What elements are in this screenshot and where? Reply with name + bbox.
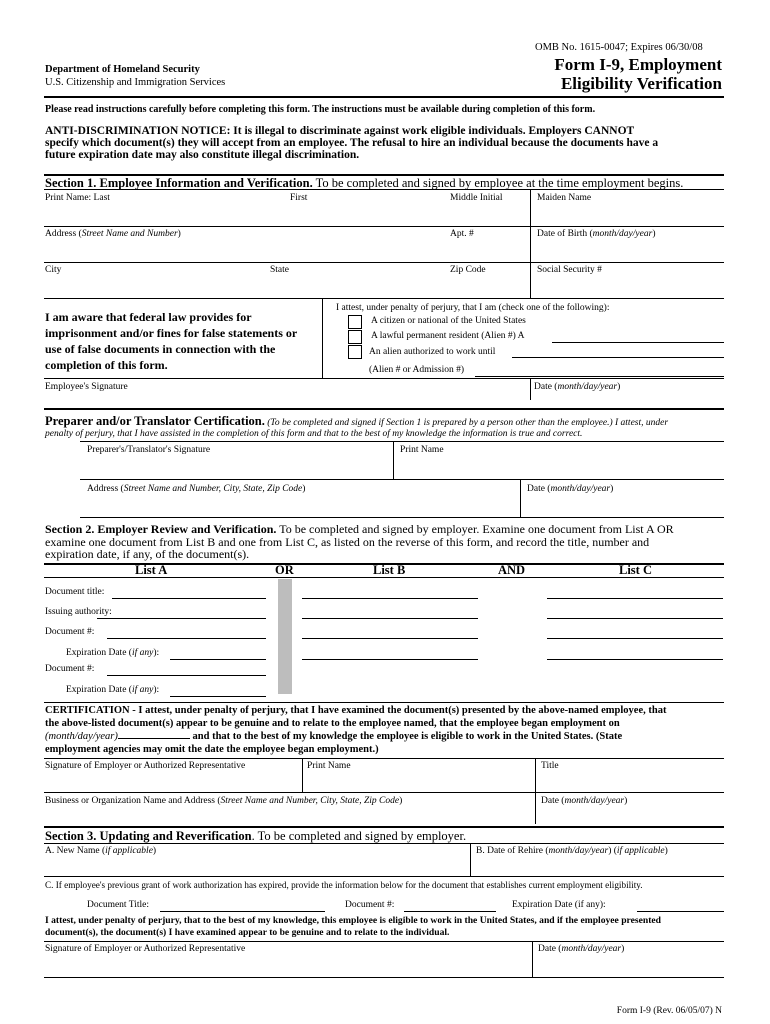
list-a-expiration-2-field[interactable] (170, 696, 266, 697)
document-number-label: Document #: (45, 627, 95, 637)
list-a-document-number-2-field[interactable] (107, 675, 266, 676)
new-name-row-rule (44, 876, 724, 877)
expiration-date-2-label (66, 685, 159, 695)
cert-line3a: (month/day/year) (45, 731, 118, 742)
rehire-date-label (476, 846, 668, 856)
business-address-input[interactable] (45, 808, 532, 823)
list-header-bottom-rule (44, 577, 724, 578)
employee-date-divider (530, 378, 531, 400)
section3-heading-rule (44, 843, 724, 844)
section3-title: Section 3. Updating and Reverification (45, 829, 252, 843)
list-a-document-title-field[interactable] (112, 598, 266, 599)
alien-admission-label: (Alien # or Admission #) (369, 365, 464, 375)
preparer-signature-label: Preparer's/Translator's Signature (87, 445, 211, 455)
reverification-attestation (45, 915, 661, 939)
reverify-date-italic: month/day/year (561, 944, 622, 954)
list-c-issuing-authority-field[interactable] (547, 618, 723, 619)
new-name-input[interactable] (45, 858, 467, 874)
cert-line1: CERTIFICATION - I attest, under penalty of perjury, that I have examined the document(s) presented by the above-named employee, that (45, 705, 667, 716)
employer-date-text: Date ( (541, 796, 565, 806)
rehire-italic: month/day/year (548, 846, 609, 856)
section3-top-rule (44, 826, 724, 828)
address-label-close: ) (177, 229, 181, 239)
preparer-row-rule (80, 479, 724, 480)
warning-line1: I am aware that federal law provides for (45, 310, 252, 324)
maiden-name-label: Maiden Name (537, 193, 592, 203)
warning-line4: completion of this form. (45, 358, 168, 372)
expiration2-text: Expiration Date ( (66, 685, 132, 695)
notice-line3: future expiration date may also constitute illegal discrimination. (45, 149, 360, 161)
employer-signature-input[interactable] (45, 773, 299, 790)
list-b-document-number-field[interactable] (302, 638, 478, 639)
expiration2-close: ): (153, 685, 160, 695)
reverify-date-label (538, 944, 624, 954)
section1-heading-rule (44, 189, 724, 190)
citizen-label: A citizen or national of the United States (371, 316, 526, 326)
new-name-close: ) (152, 846, 157, 856)
zip-label: Zip Code (450, 265, 486, 275)
expiration-close: ): (153, 648, 160, 658)
form-revision-footer: Form I-9 (Rev. 06/05/07) N (616, 1006, 722, 1016)
city-label: City (45, 265, 62, 275)
list-a-issuing-authority-field[interactable] (97, 618, 266, 619)
section2-heading (45, 523, 674, 561)
dob-label-text: Date of Birth ( (537, 229, 593, 239)
expiration-date-label (66, 648, 159, 658)
rehire-date-input[interactable] (473, 858, 722, 874)
preparer-print-divider (393, 441, 394, 479)
address-label (45, 229, 181, 239)
employer-date-close: ) (624, 796, 628, 806)
preparer-bottom-rule (80, 517, 724, 518)
alien-number-field[interactable] (552, 342, 724, 343)
reverification-instructions: C. If employee's previous grant of work authorization has expired, provide the information below for the document that establishes current employment eligibility. (45, 880, 643, 890)
preparer-date-divider (520, 479, 521, 517)
section2-title: Section 2. Employer Review and Verification. (45, 522, 277, 536)
reverify-document-number-field[interactable] (404, 911, 496, 912)
expiration-italic: if any (131, 648, 154, 658)
signature-row-top-rule (44, 378, 724, 379)
preparer-address-close: ) (302, 484, 306, 494)
issuing-authority-label: Issuing authority: (45, 607, 112, 617)
department-name: Department of Homeland Security (45, 64, 200, 75)
expiration-text: Expiration Date ( (66, 648, 132, 658)
employer-date-italic: month/day/year (564, 796, 625, 806)
ssn-label: Social Security # (537, 265, 602, 275)
preparer-address-text: Address ( (87, 484, 124, 494)
form-title-line2: Eligibility Verification (560, 74, 722, 93)
reverify-expiration-label: Expiration Date (if any): (512, 900, 606, 910)
expiration2-italic: if any (131, 685, 154, 695)
list-b-expiration-field[interactable] (302, 659, 478, 660)
new-name-label (45, 846, 156, 856)
employer-print-divider (302, 758, 303, 792)
employer-certification (45, 704, 666, 756)
dob-label (537, 229, 655, 239)
preparer-date-text: Date ( (527, 484, 551, 494)
preparer-title: Preparer and/or Translator Certification. (45, 414, 265, 428)
preparer-subtitle: (To be completed and signed if Section 1 is prepared by a person other than the employee.) I attest, under (264, 418, 669, 428)
employee-date-close: ) (617, 382, 621, 392)
list-a-header: List A (135, 563, 168, 577)
preparer-address-label (87, 484, 305, 494)
or-header: OR (275, 563, 294, 577)
form-title-line1: Form I-9, Employment (554, 55, 722, 74)
alien-authorized-label: An alien authorized to work until (369, 347, 496, 357)
rehire-close: ) ( (608, 846, 617, 856)
instructions-text: Please read instructions carefully before completing this form. The instructions must be available during completion of this form. (45, 104, 596, 115)
preparer-subtitle-line2: penalty of perjury, that I have assisted in the completion of this form and that to the best of my knowledge the information is true and correct. (45, 429, 583, 439)
cert-line3b: and that to the best of my knowledge the employee is eligible to work in the United States. (State (189, 731, 623, 742)
employer-date-input[interactable] (538, 808, 722, 823)
preparer-date-input[interactable] (523, 496, 722, 515)
list-b-issuing-authority-field[interactable] (302, 618, 478, 619)
reverify-document-title-label: Document Title: (87, 900, 150, 910)
list-c-document-number-field[interactable] (547, 638, 723, 639)
section1-subtitle: To be completed and signed by employee at the time employment begins. (312, 176, 684, 190)
omb-number: OMB No. 1615-0047; Expires 06/30/08 (535, 42, 703, 53)
warning-line2: imprisonment and/or fines for false statements or (45, 326, 298, 340)
section2-line3: expiration date, if any, of the document(s). (45, 547, 250, 561)
list-b-document-title-field[interactable] (302, 598, 478, 599)
state-label: State (270, 265, 289, 275)
federal-law-warning (45, 309, 297, 373)
new-name-text: A. New Name ( (45, 846, 106, 856)
address-row-rule (44, 262, 724, 263)
list-a-expiration-field[interactable] (170, 659, 266, 660)
rehire-text: B. Date of Rehire ( (476, 846, 549, 856)
section3-heading (45, 829, 466, 844)
header-rule (44, 96, 724, 98)
apt-label: Apt. # (450, 229, 474, 239)
reverify-document-number-label: Document #: (345, 900, 395, 910)
preparer-date-close: ) (610, 484, 614, 494)
list-c-expiration-field[interactable] (547, 659, 723, 660)
employment-start-date-field[interactable] (118, 738, 190, 739)
preparer-print-name-input[interactable] (396, 458, 722, 477)
admission-number-field[interactable] (475, 376, 724, 377)
reverify-date-text: Date ( (538, 944, 562, 954)
maiden-name-input[interactable] (532, 205, 724, 224)
name-row-rule (44, 226, 724, 227)
business-date-divider (535, 792, 536, 824)
employer-sig-bottom-rule (44, 792, 724, 793)
employer-print-name-label: Print Name (307, 761, 351, 771)
alien-authorized-checkbox[interactable] (348, 345, 362, 359)
list-b-header: List B (373, 563, 406, 577)
city-row-rule (44, 298, 724, 299)
reverify-document-title-field[interactable] (160, 911, 325, 912)
dob-label-italic: month/day/year (592, 229, 653, 239)
rehire-divider (470, 843, 471, 876)
attest-divider (322, 298, 323, 378)
warning-line3: use of false documents in connection with the (45, 342, 276, 356)
address-label-text: Address ( (45, 229, 82, 239)
preparer-date-italic: month/day/year (550, 484, 611, 494)
permanent-resident-checkbox[interactable] (348, 330, 362, 344)
print-name-label: Print Name: Last (45, 193, 110, 203)
employee-signature-input[interactable] (150, 380, 525, 398)
citizen-checkbox[interactable] (348, 315, 362, 329)
employer-print-name-input[interactable] (305, 773, 532, 790)
business-address-close: ) (399, 796, 403, 806)
rehire-close2: ) (664, 846, 668, 856)
section2-subtitle: To be completed and signed by employer. Examine one document from List A OR (276, 522, 674, 536)
cert-line4: employment agencies may omit the date the employee began employment.) (45, 744, 379, 755)
maiden-divider (530, 189, 531, 226)
middle-initial-label: Middle Initial (450, 193, 503, 203)
anti-discrimination-notice (45, 125, 735, 161)
preparer-heading-rule (80, 441, 724, 442)
employer-title-divider (535, 758, 536, 792)
reverify-date-divider (532, 941, 533, 977)
list-c-header: List C (619, 563, 652, 577)
or-separator-bar (278, 579, 292, 694)
employer-sig-top-rule (44, 758, 724, 759)
agency-name: U.S. Citizenship and Immigration Services (45, 77, 226, 88)
reverify-signature-input[interactable] (45, 956, 529, 975)
first-name-label: First (290, 193, 308, 203)
employer-title-label: Title (541, 761, 559, 771)
cert-line2: the above-listed document(s) appear to be genuine and to relate to the employee named, that the employee began employment on (45, 718, 620, 729)
employer-title-input[interactable] (538, 773, 722, 790)
employee-date-text: Date ( (534, 382, 558, 392)
notice-line1: ANTI-DISCRIMINATION NOTICE: It is illegal to discriminate against work eligible individuals. Employers CANNOT (45, 125, 635, 137)
business-address-text: Business or Organization Name and Address ( (45, 796, 221, 806)
employer-signature-label: Signature of Employer or Authorized Representative (45, 761, 246, 771)
section3-subtitle: . To be completed and signed by employer. (251, 829, 467, 843)
work-until-field[interactable] (512, 357, 724, 358)
employee-signature-label: Employee's Signature (45, 382, 128, 392)
document-number-2-label: Document #: (45, 664, 95, 674)
permanent-resident-label: A lawful permanent resident (Alien #) A (371, 331, 525, 341)
preparer-top-rule (44, 408, 724, 410)
document-title-label: Document title: (45, 587, 105, 597)
dob-divider (530, 226, 531, 262)
certification-top-rule (44, 702, 724, 703)
reverify-signature-label: Signature of Employer or Authorized Representative (45, 944, 246, 954)
ssn-input[interactable] (532, 277, 724, 296)
employee-date-label (534, 382, 620, 392)
business-address-italic: Street Name and Number, City, State, Zip Code (220, 796, 400, 806)
employee-date-italic: month/day/year (557, 382, 618, 392)
and-header: AND (498, 563, 526, 577)
business-address-label (45, 796, 402, 806)
reverify-date-input[interactable] (535, 956, 722, 975)
address-input[interactable] (44, 241, 528, 260)
employee-name-input[interactable] (44, 205, 528, 224)
address-label-italic: Street Name and Number (81, 229, 178, 239)
preparer-print-name-label: Print Name (400, 445, 444, 455)
attest-text: I attest, under penalty of perjury, that I am (check one of the following): (336, 303, 610, 313)
preparer-address-italic: Street Name and Number, City, State, Zip Code (123, 484, 303, 494)
notice-line2: specify which document(s) they will accept from an employee. The refusal to hire an individual because the documents have a (45, 137, 659, 149)
section2-line2: examine one document from List B and one from List C, as listed on the reverse of this form, and record the title, number and (45, 534, 650, 549)
preparer-signature-input[interactable] (82, 458, 390, 477)
attest-line2: document(s), the document(s) I have examined appear to be genuine and to relate to the individual. (45, 927, 450, 938)
list-a-document-number-field[interactable] (107, 638, 266, 639)
ssn-divider (530, 262, 531, 298)
employer-date-label (541, 796, 627, 806)
rehire-italic2: if applicable (616, 846, 665, 856)
dob-label-close: ) (652, 229, 656, 239)
dob-input[interactable] (532, 241, 724, 260)
reverify-sig-top-rule (44, 941, 724, 942)
section1-title: Section 1. Employee Information and Verification. (45, 176, 313, 190)
reverify-date-close: ) (621, 944, 625, 954)
list-c-document-title-field[interactable] (547, 598, 723, 599)
preparer-heading (45, 414, 668, 429)
reverify-bottom-rule (44, 977, 724, 978)
city-state-zip-input[interactable] (44, 277, 528, 296)
new-name-italic: if applicable (105, 846, 153, 856)
preparer-address-input[interactable] (82, 496, 517, 515)
reverify-expiration-field[interactable] (637, 911, 724, 912)
attest-line1: I attest, under penalty of perjury, that to the best of my knowledge, this employee is eligible to work in the United States, and if the employee presented (45, 915, 662, 926)
preparer-date-label (527, 484, 613, 494)
